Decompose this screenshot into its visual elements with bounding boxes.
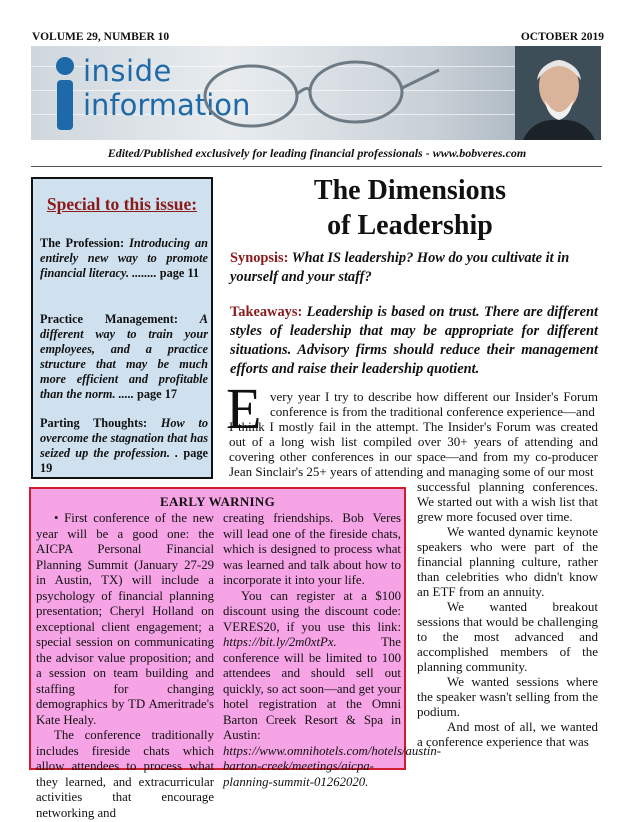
article-body-continued: I think I mostly fail in the attempt. The Insider's Forum was created out of a long wish list compiled over 30+ years of attending and covering other conferences in our space—and from my co-producer Jean Sinclair's 25+ years of attending and managing some of our most bbox=[229, 419, 598, 479]
early-warning-heading: EARLY WARNING bbox=[159, 494, 276, 509]
special-item-parting-thoughts: Parting Thoughts: How to overcome the stagnation that has seized up the profession. . page 19 bbox=[40, 416, 209, 475]
warning-paragraph: The conference traditionally includes fireside chats which allow attendees to process what they learned, and extracurricular activities that encourage networking and bbox=[36, 728, 214, 820]
issue-date: OCTOBER 2019 bbox=[520, 31, 604, 43]
article-title: The Dimensions of Leadership bbox=[313, 175, 507, 241]
logo-i-icon bbox=[48, 56, 82, 132]
volume-number: VOLUME 29, NUMBER 10 bbox=[32, 31, 170, 43]
article-paragraph: We wanted dynamic keynote speakers who were part of the financial planning culture, rather than celebrities who didn't know an ETF from an annuity. bbox=[417, 524, 598, 599]
takeaways-label: Takeaways: bbox=[230, 304, 303, 320]
editor-portrait-image bbox=[515, 46, 601, 140]
article-paragraph: And most of all, we wanted a conference experience that was bbox=[417, 719, 598, 749]
article-paragraph: successful planning conferences. We started out with a wish list that grew more focused over time. bbox=[417, 479, 598, 524]
synopsis-text: What IS leadership? How do you cultivate it in yourself and your staff? bbox=[230, 250, 570, 285]
logo-text-inside: inside bbox=[83, 54, 172, 88]
synopsis-label: Synopsis: bbox=[230, 250, 289, 266]
drop-cap: E bbox=[226, 376, 262, 441]
hotel-link[interactable]: https://www.omnihotels.com/hotels/austin-barton-creek/meetings/aicpa-planning-summit-01262020. bbox=[223, 743, 442, 789]
registration-link[interactable]: https://bit.ly/2m0xtPx. bbox=[223, 635, 337, 649]
article-paragraph: We wanted sessions where the speaker wasn't selling from the podium. bbox=[417, 674, 598, 719]
special-issue-box bbox=[31, 177, 213, 479]
divider bbox=[31, 166, 602, 167]
warning-paragraph: You can register at a $100 discount using the discount code: VERES20, if you use this link: https://bit.ly/2m0xtPx. The conference will be limited to 100 attendees and should sell out quickly, so act soon—and get your hotel registration at the Omni Barton Creek Resort & Spa in Austin: https://www.omnihotels.com/hotels/austin-barton-creek/meetings/aicpa-planning-summit-01262020. bbox=[223, 588, 442, 789]
masthead-top-line bbox=[32, 31, 604, 45]
early-warning-left-column bbox=[36, 511, 214, 821]
special-item-practice-management: Practice Management: A different way to train your employees, and a practice structure that may be much more efficient and profitable than the norm. ..... page 17 bbox=[40, 312, 208, 401]
article-paragraph: We wanted breakout sessions that would be challenging to the most advanced and accomplished members of the planning community. bbox=[417, 599, 598, 674]
eyeglasses-image bbox=[181, 50, 441, 138]
tagline: Edited/Published exclusively for leading financial professionals - www.bobveres.com bbox=[107, 146, 527, 160]
article-right-column bbox=[417, 479, 598, 749]
synopsis bbox=[230, 249, 598, 287]
logo-text-information: information bbox=[83, 88, 251, 122]
early-warning-right-column bbox=[223, 511, 442, 790]
special-issue-heading: Special to this issue: bbox=[46, 194, 198, 214]
warning-paragraph: creating friendships. Bob Veres will lead one of the fireside chats, which is designed to process what was learned and talk about how to incorporate it into your life. bbox=[223, 511, 401, 587]
early-warning-box bbox=[29, 487, 442, 820]
article-body-lead: very year I try to describe how different our Insider's Forum conference is from the traditional conference experience—and bbox=[270, 389, 598, 419]
takeaways bbox=[230, 303, 598, 379]
warning-paragraph: • First conference of the new year will be a good one: the AICPA Personal Financial Planning Summit (January 27-29 in Austin, TX) will include a psychology of financial planning presentation; Cheryl Holland on exceptional client engagement; a special session on communicating the advisor value proposition; and a session on team building and staffing for changing demographics by TD Ameritrade's Kate Healy. bbox=[36, 511, 214, 727]
masthead-banner bbox=[31, 46, 601, 140]
takeaways-text: Leadership is based on trust. There are different styles of leadership that may be appropriate for different situations. Advisory firms should reduce their management efforts and raise their leadership quotient. bbox=[230, 304, 598, 377]
special-item-profession: The Profession: Introducing an entirely new way to promote financial literacy. ........ page 11 bbox=[40, 236, 209, 280]
